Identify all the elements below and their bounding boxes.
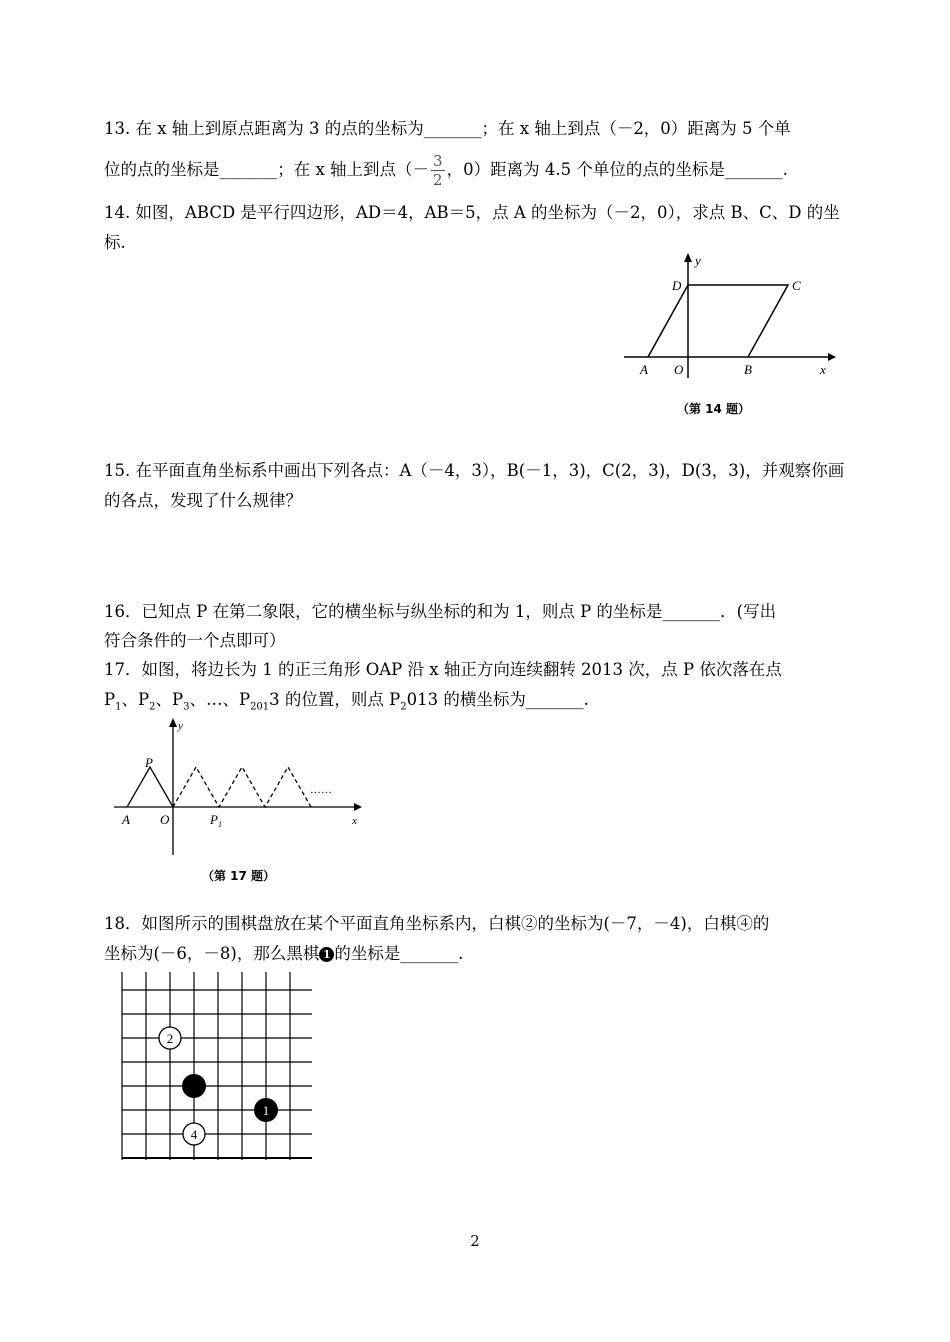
q17-sub-4: 201 (250, 701, 270, 713)
black-stone-1 (254, 1098, 278, 1122)
x-axis-arrow (828, 353, 836, 361)
q13-line2-a: 位的点的坐标是_______；在 x 轴上到点（－ (104, 160, 430, 179)
board-grid (122, 972, 312, 1160)
svg-text:2: 2 (166, 1031, 174, 1046)
fraction-denominator: 2 (433, 171, 443, 189)
fraction-numerator: 3 (433, 152, 443, 170)
y-axis-arrow (684, 253, 692, 262)
q18-line2 (104, 939, 850, 969)
label-x: x (352, 815, 357, 827)
svg-text:4: 4 (190, 1127, 198, 1142)
q18-text-b: 的坐标是_______. (334, 944, 464, 963)
q17-triangle-figure (110, 715, 370, 860)
q18-text-a: 坐标为(－6，－8)，那么黑棋 (104, 944, 320, 963)
label-o: O (160, 812, 170, 827)
label-a: A (122, 812, 130, 827)
label-b: B (744, 362, 752, 377)
svg-text:1: 1 (262, 1103, 270, 1118)
q17-text-f: 013 的横坐标为_______. (406, 690, 589, 709)
q16-line1: 16．已知点 P 在第二象限，它的横坐标与纵坐标的和为 1，则点 P 的坐标是_______．(写出 (104, 602, 777, 621)
q18-go-board-figure (118, 972, 318, 1164)
white-stone-4 (183, 1123, 205, 1145)
q13-line1: 13. 在 x 轴上到原点距离为 3 的点的坐标为_______；在 x 轴上到点（－2，0）距离为 5 个单 (104, 119, 791, 138)
q17-line1: 17．如图，将边长为 1 的正三角形 OAP 沿 x 轴正方向连续翻转 2013 次，点 P 依次落在点 (104, 660, 782, 679)
label-dots: …… (310, 784, 332, 796)
q17-sub-5: 2 (400, 701, 407, 713)
black-stone-large (182, 1074, 206, 1098)
q17-text-c: 、P (155, 690, 184, 709)
fraction-three-halves (431, 152, 445, 189)
white-stone-2 (159, 1027, 181, 1049)
q14-parallelogram-figure (620, 250, 840, 380)
flip-path-dashed (173, 767, 311, 807)
q17-sub-2: 2 (149, 701, 156, 713)
q15-line2: 的各点，发现了什么规律？ (104, 491, 302, 510)
black-stone-one-icon: 1 (319, 947, 334, 962)
q17-text-e: 3 的位置，则点 P (269, 690, 401, 709)
q14-line2: 标. (104, 233, 126, 252)
q17-sub-3: 3 (183, 701, 190, 713)
page-number: 2 (470, 1232, 480, 1250)
label-a: A (640, 362, 648, 377)
q14-line1: 14. 如图，ABCD 是平行四边形，AD＝4，AB＝5，点 A 的坐标为（－2，0），求点 B、C、D 的坐 (104, 203, 840, 222)
label-d: D (672, 278, 682, 293)
label-y: y (695, 253, 701, 268)
triangle-oap (127, 767, 173, 807)
q14-caption: （第 14 题） (677, 402, 751, 416)
label-o: O (674, 362, 684, 377)
label-c: C (792, 278, 801, 293)
y-axis-arrow (169, 718, 177, 727)
label-p1: $P_1$ (210, 812, 222, 829)
label-x: x (820, 362, 826, 377)
q13-line2-b: ，0）距离为 4.5 个单位的点的坐标是_______. (446, 160, 788, 179)
label-y: y (178, 720, 183, 732)
q18-line1: 18．如图所示的围棋盘放在某个平面直角坐标系内，白棋②的坐标为(－7，－4)，白棋④的 (104, 914, 770, 933)
x-axis-arrow (354, 803, 362, 811)
q17-sub-1: 1 (115, 701, 122, 713)
q16-line2: 符合条件的一个点即可） (104, 631, 286, 650)
label-p: P (145, 755, 153, 770)
q17-text-b: 、P (121, 690, 150, 709)
q17-caption: （第 17 题） (202, 869, 276, 883)
q15-line1: 15. 在平面直角坐标系中画出下列各点：A（－4，3），B(－1，3)，C(2，3)，D(3，3)，并观察你画 (104, 461, 845, 480)
q13-line2 (104, 152, 850, 189)
parallelogram-abcd (648, 285, 788, 357)
q17-text-d: 、…、P (189, 690, 251, 709)
q17-text-a: P (104, 690, 116, 709)
